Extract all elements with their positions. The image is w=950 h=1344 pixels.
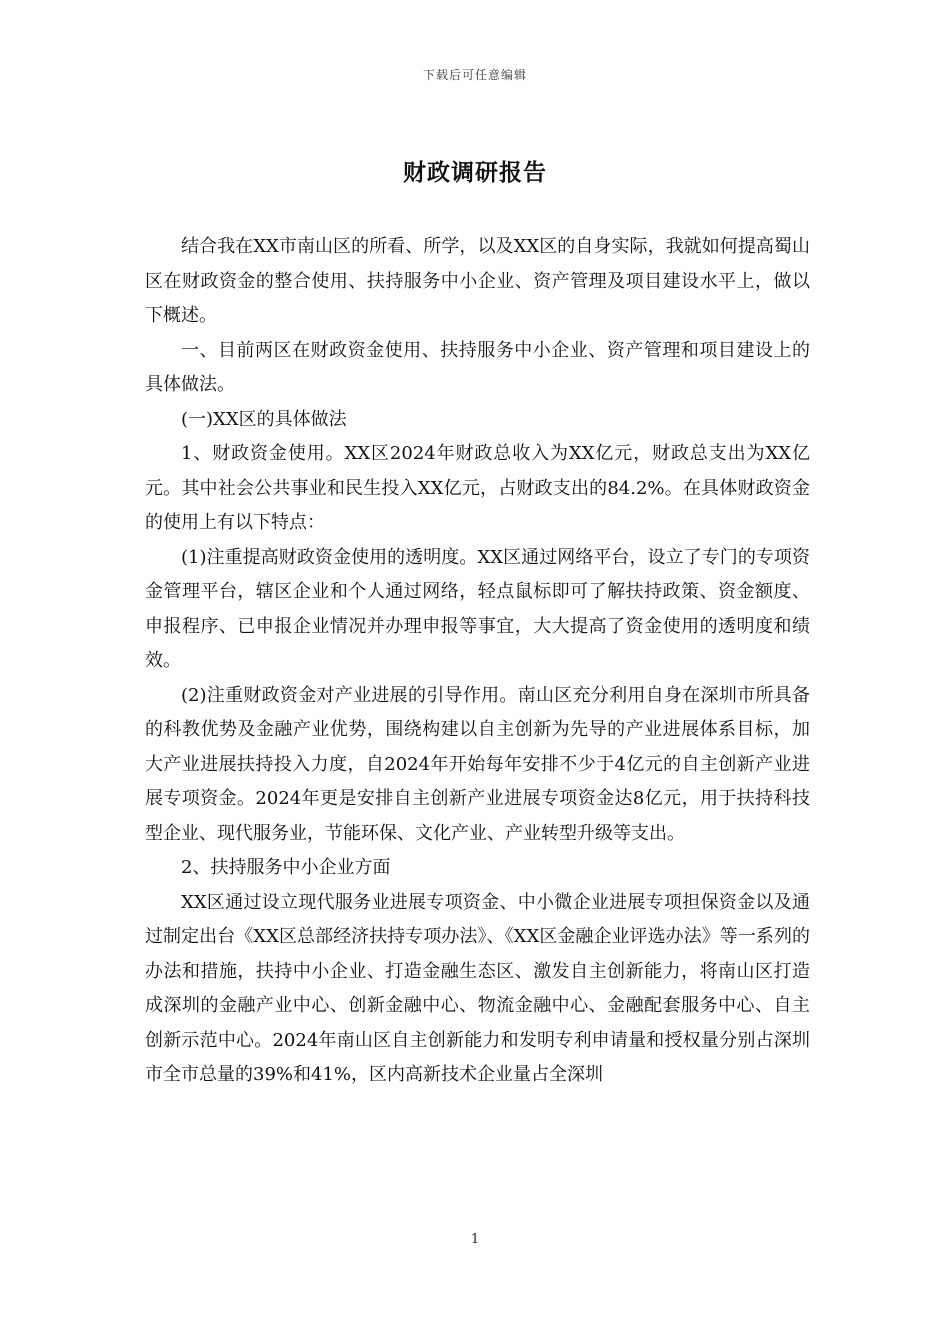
paragraph-industry-guidance: (2)注重财政资金对产业进展的引导作用。南山区充分利用自身在深圳市所具备的科教优势及金融产业优势，围绕构建以自主创新为先导的产业进展体系目标，加大产业进展扶持投入力度，自2024年开始每年安排不少于4亿元的自主创新产业进展专项资金。2024年更是安排自主创新产业进展专项资金达8亿元，用于扶持科技型企业、现代服务业，节能环保、文化产业、产业转型升级等支出。 (145, 684, 810, 844)
page-number: 1 (470, 1232, 480, 1247)
paragraph-subsection-1: (一)XX区的具体做法 (181, 408, 347, 430)
document-body (145, 230, 810, 1093)
paragraph-intro: 结合我在XX市南山区的所看、所学，以及XX区的自身实际，我就如何提高蜀山区在财政资金的整合使用、扶持服务中小企业、资产管理及项目建设水平上，做以下概述。 (145, 236, 810, 326)
document-title: 财政调研报告 (403, 159, 547, 186)
page-header: 下载后可任意编辑 (422, 68, 527, 82)
paragraph-sme-heading: 2、扶持服务中小企业方面 (181, 857, 391, 878)
paragraph-section-1: 一、目前两区在财政资金使用、扶持服务中小企业、资产管理和项目建设上的具体做法。 (145, 339, 810, 395)
paragraph-transparency: (1)注重提高财政资金使用的透明度。XX区通过网络平台，设立了专门的专项资金管理平台，辖区企业和个人通过网络，轻点鼠标即可了解扶持政策、资金额度、申报程序、已申报企业情况并办理申报等事宜，大大提高了资金使用的透明度和绩效。 (145, 546, 810, 671)
paragraph-sme-support: XX区通过设立现代服务业进展专项资金、中小微企业进展专项担保资金以及通过制定出台《XX区总部经济扶持专项办法》、《XX区金融企业评选办法》等一系列的办法和措施，扶持中小企业、打造金融生态区、激发自主创新能力，将南山区打造成深圳的金融产业中心、创新金融中心、物流金融中心、金融配套服务中心、自主创新示范中心。2024年南山区自主创新能力和发明专利申请量和授权量分别占深圳市全市总量的39%和41%，区内高新技术企业量占全深圳 (145, 891, 810, 1085)
paragraph-fiscal-funds: 1、财政资金使用。XX区2024年财政总收入为XX亿元，财政总支出为XX亿元。其中社会公共事业和民生投入XX亿元，占财政支出的84.2%。在具体财政资金的使用上有以下特点： (145, 443, 810, 533)
